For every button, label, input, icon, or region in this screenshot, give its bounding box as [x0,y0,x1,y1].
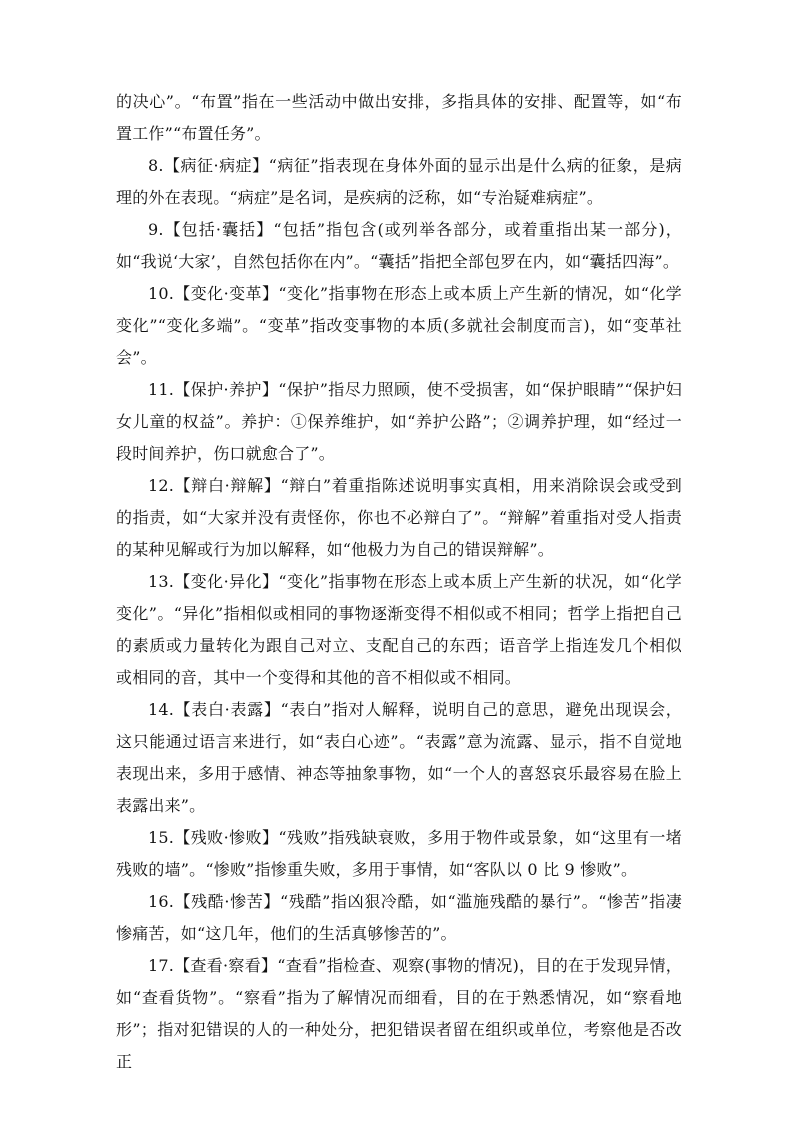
paragraph-continuation: 的决心”。“布置”指在一些活动中做出安排，多指具体的安排、配置等，如“布置工作”“布置任务”。 [116,92,682,143]
paragraph-item-17: 17.【查看·察看】“查看”指检查、观察(事物的情况)，目的在于发现异情，如“查看货物”。“察看”指为了解情况而细看，目的在于熟悉情况，如“察看地形”；指对犯错误的人的一种处分，把犯错误者留在组织或单位，考察他是否改正 [116,956,682,1071]
paragraph-item-9: 9.【包括·囊括】“包括”指包含(或列举各部分，或着重指出某一部分)，如“我说‘大家’，自然包括你在内”。“囊括”指把全部包罗在内，如“囊括四海”。 [116,220,682,271]
paragraph-item-11: 11.【保护·养护】“保护”指尽力照顾，使不受损害，如“保护眼睛”“保护妇女儿童的权益”。养护：①保养维护，如“养护公路”；②调养护理，如“经过一段时间养护，伤口就愈合了”。 [116,380,682,463]
paragraph-item-15: 15.【残败·惨败】“残败”指残缺衰败，多用于物件或景象，如“这里有一堵残败的墙”。“惨败”指惨重失败，多用于事情，如“客队以 0 比 9 惨败”。 [116,828,682,879]
paragraph-item-8: 8.【病征·病症】“病征”指表现在身体外面的显示出是什么病的征象，是病理的外在表现。“病症”是名词，是疾病的泛称，如“专治疑难病症”。 [116,156,682,207]
document-body [116,86,682,1078]
paragraph-item-13: 13.【变化·异化】“变化”指事物在形态上或本质上产生新的状况，如“化学变化”。“异化”指相似或相同的事物逐渐变得不相似或不相同；哲学上指把自己的素质或力量转化为跟自己对立、支配自己的东西；语音学上指连发几个相似或相同的音，其中一个变得和其他的音不相似或不相同。 [116,572,682,687]
paragraph-item-14: 14.【表白·表露】“表白”指对人解释，说明自己的意思，避免出现误会，这只能通过语言来进行，如“表白心迹”。“表露”意为流露、显示，指不自觉地表现出来，多用于感情、神态等抽象事物，如“一个人的喜怒哀乐最容易在脸上表露出来”。 [116,700,682,815]
paragraph-item-12: 12.【辩白·辩解】“辩白”着重指陈述说明事实真相，用来消除误会或受到的指责，如“大家并没有责怪你，你也不必辩白了”。“辩解”着重指对受人指责的某种见解或行为加以解释，如“他极力为自己的错误辩解”。 [116,476,682,559]
paragraph-item-10: 10.【变化·变革】“变化”指事物在形态上或本质上产生新的情况，如“化学变化”“变化多端”。“变革”指改变事物的本质(多就社会制度而言)，如“变革社会”。 [116,284,682,367]
paragraph-item-16: 16.【残酷·惨苦】“残酷”指凶狠冷酷，如“滥施残酷的暴行”。“惨苦”指凄惨痛苦，如“这几年，他们的生活真够惨苦的”。 [116,892,682,943]
